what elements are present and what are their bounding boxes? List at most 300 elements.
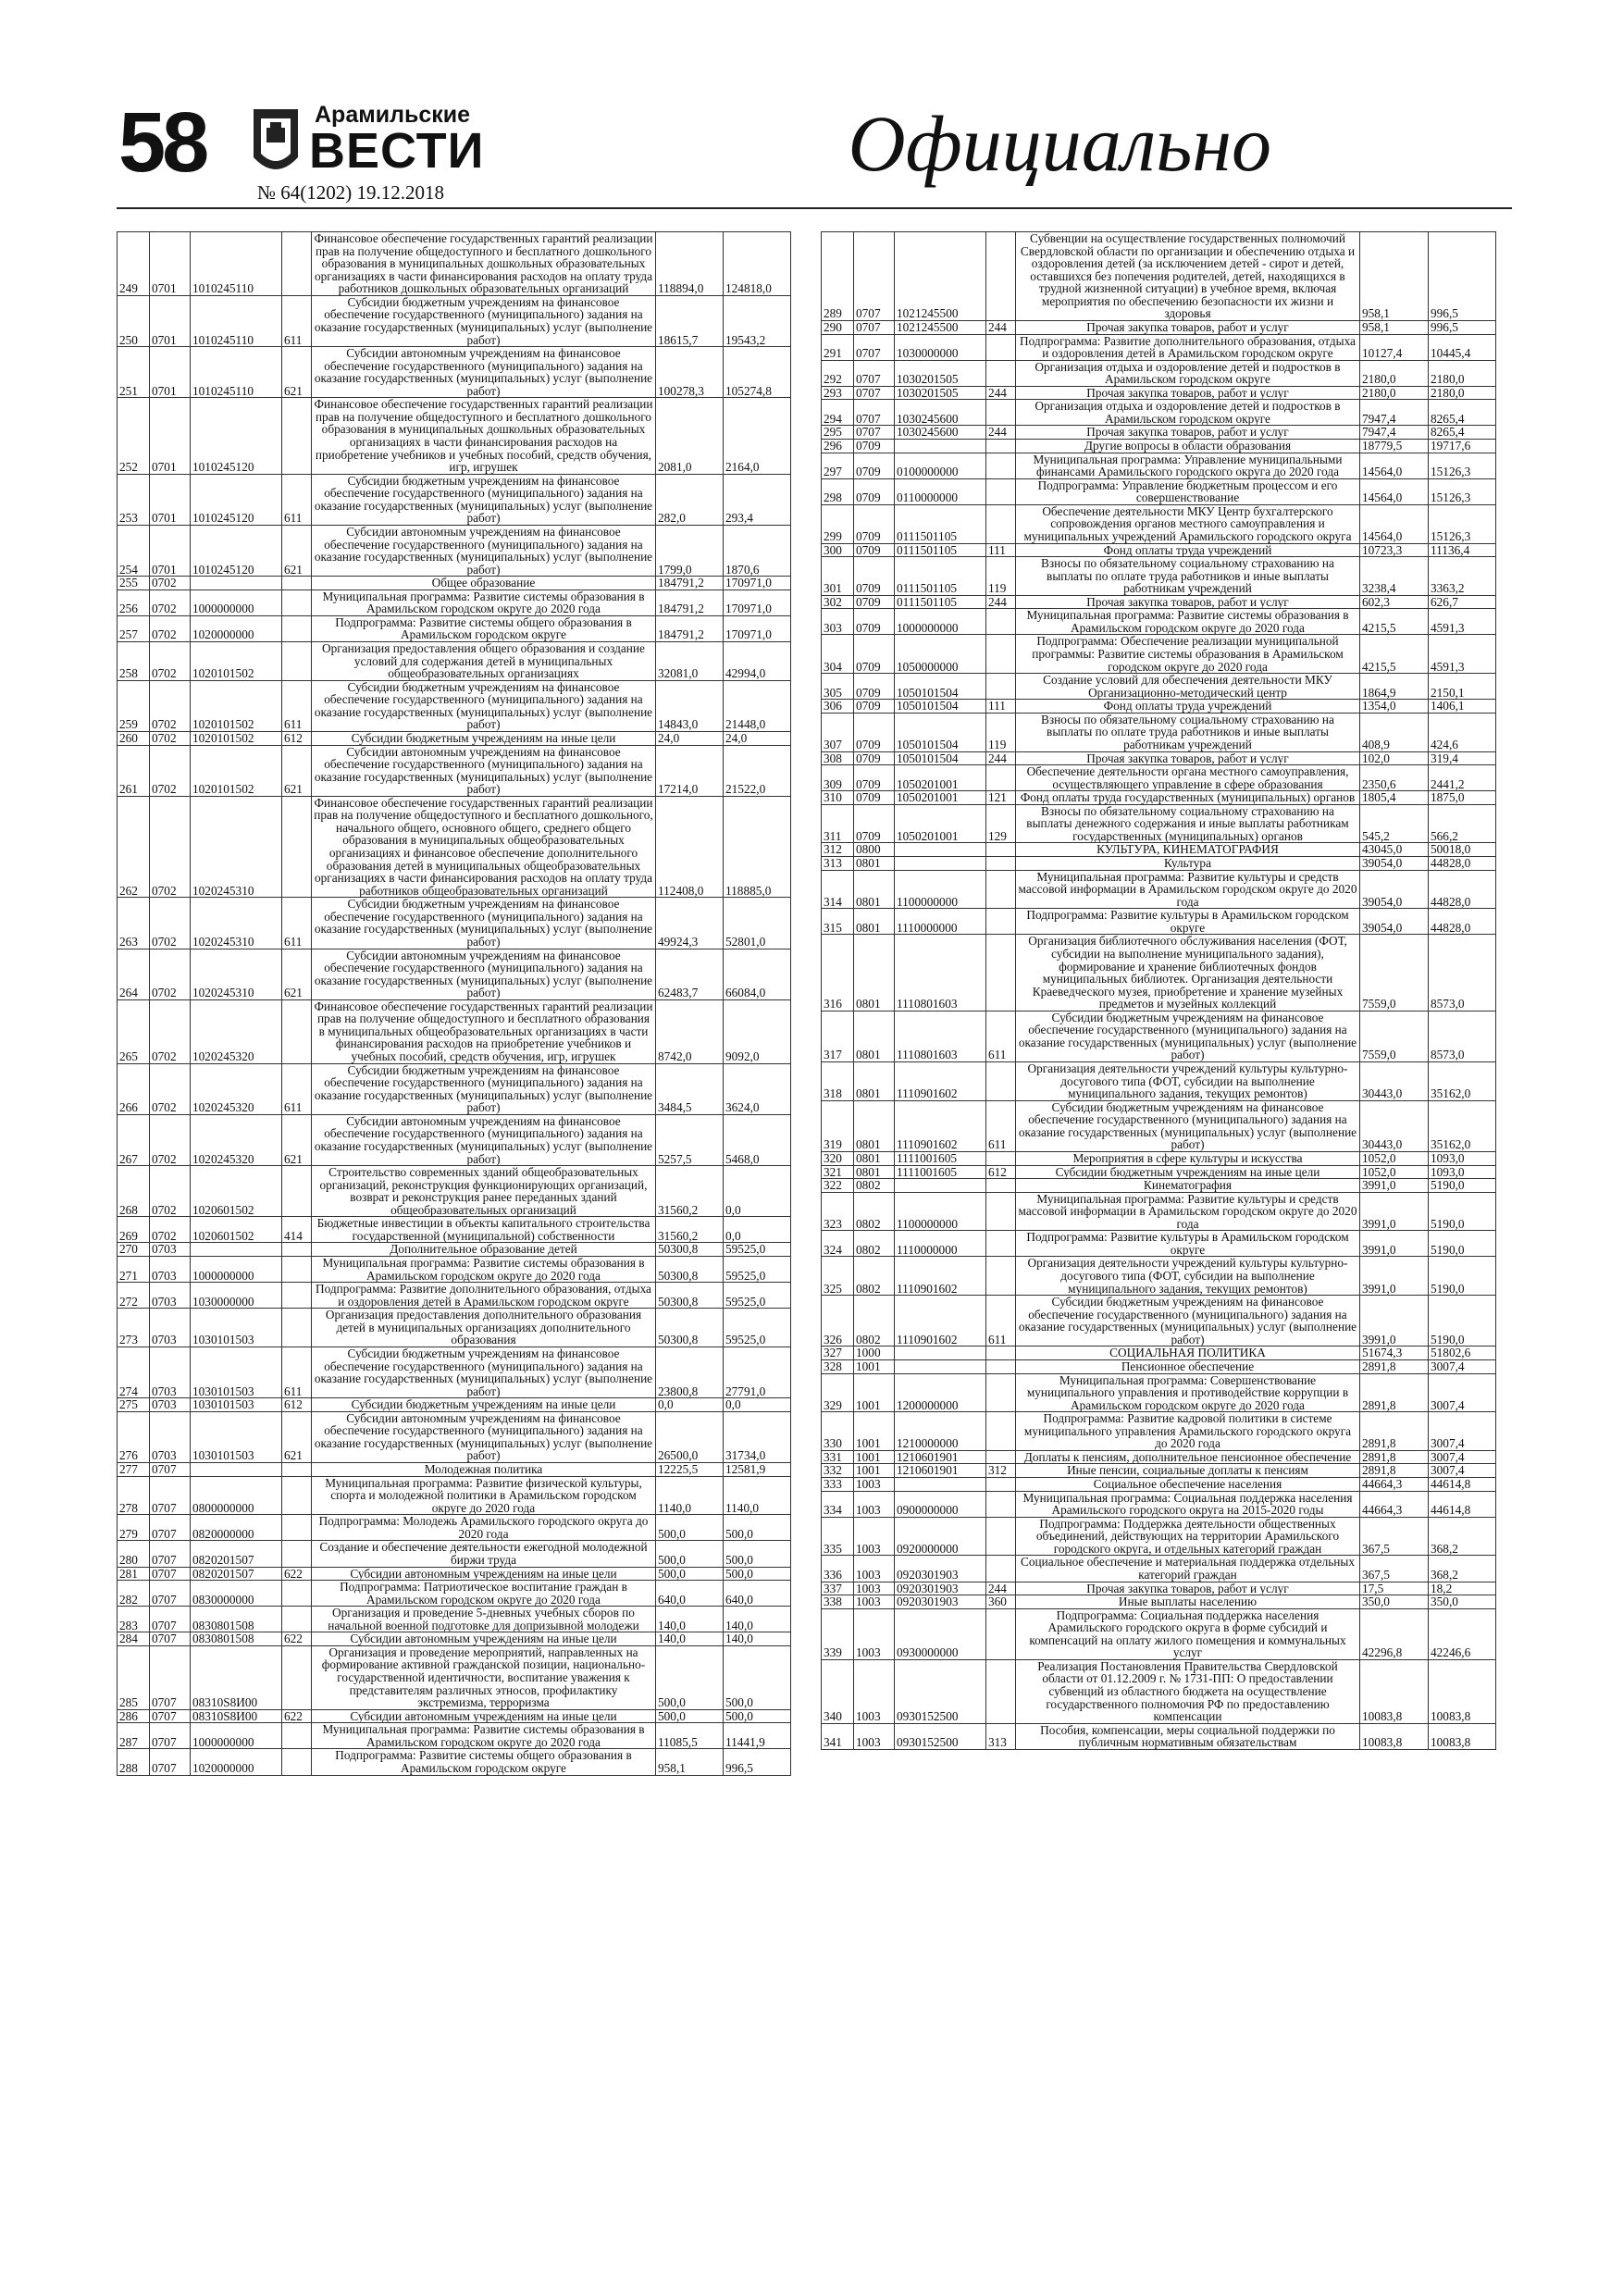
row-number: 280: [118, 1541, 150, 1567]
table-row: [822, 843, 1496, 857]
expense-type: [282, 1257, 312, 1283]
amount-2019: 10083,8: [1360, 1659, 1429, 1723]
expense-type: [282, 796, 312, 898]
section-code: 0709: [854, 751, 895, 765]
row-number: 314: [822, 870, 854, 909]
expense-type: [986, 1478, 1016, 1492]
amount-2020: 21522,0: [724, 745, 791, 796]
table-row: [822, 1151, 1496, 1165]
table-row: [822, 386, 1496, 400]
amount-2019: 23800,8: [656, 1347, 724, 1397]
target-code: 1020101502: [191, 642, 282, 681]
expense-type: 611: [282, 898, 312, 949]
item-name: Субсидии автономным учреждениям на иные цели: [312, 1567, 656, 1581]
section-code: 0707: [150, 1541, 191, 1567]
amount-2020: 170971,0: [724, 577, 791, 590]
row-number: 308: [822, 751, 854, 765]
item-name: Социальное обеспечение и материальная поддержка отдельных категорий граждан: [1016, 1556, 1360, 1582]
item-name: Подпрограмма: Развитие культуры в Арамильском городском округе: [1016, 1231, 1360, 1257]
row-number: 249: [118, 232, 150, 296]
table-row: [822, 1659, 1496, 1723]
amount-2020: 44614,8: [1429, 1491, 1496, 1517]
target-code: 1021245500: [895, 232, 986, 321]
section-code: 0709: [854, 804, 895, 843]
amount-2019: 7559,0: [1360, 1011, 1429, 1061]
expense-type: 621: [282, 525, 312, 576]
expense-type: 612: [282, 731, 312, 745]
amount-2020: 3007,4: [1429, 1464, 1496, 1478]
amount-2019: 51674,3: [1360, 1347, 1429, 1360]
section-code: 0707: [854, 360, 895, 386]
section-code: 0702: [150, 898, 191, 949]
item-name: Субсидии бюджетным учреждениям на финансовое обеспечение государственного (муниципального) задания на оказание государственных (муниципальных) услуг (выполнение работ): [312, 680, 656, 731]
amount-2019: 50300,8: [656, 1257, 724, 1283]
target-code: 1110801603: [895, 935, 986, 1011]
target-code: 0930152500: [895, 1723, 986, 1749]
amount-2019: 26500,0: [656, 1411, 724, 1462]
row-number: 337: [822, 1582, 854, 1595]
item-name: Другие вопросы в области образования: [1016, 440, 1360, 453]
item-name: Создание условий для обеспечения деятельности МКУ Организационно-методический центр: [1016, 674, 1360, 700]
expense-type: [282, 1166, 312, 1217]
amount-2019: 44664,3: [1360, 1491, 1429, 1517]
section-code: 0707: [854, 320, 895, 334]
item-name: Строительство современных зданий общеобразовательных организаций, реконструкция функционирующих организаций, возврат и реконструкция ранее переданных зданий общеобразовательных организаций: [312, 1166, 656, 1217]
amount-2020: 2441,2: [1429, 765, 1496, 791]
item-name: Кинематография: [1016, 1179, 1360, 1193]
amount-2020: 170971,0: [724, 615, 791, 641]
amount-2020: 1875,0: [1429, 791, 1496, 805]
amount-2020: 21448,0: [724, 680, 791, 731]
amount-2020: 5190,0: [1429, 1192, 1496, 1231]
amount-2020: 140,0: [724, 1607, 791, 1632]
target-code: [895, 843, 986, 857]
expense-type: [282, 1723, 312, 1749]
amount-2020: 10083,8: [1429, 1659, 1496, 1723]
target-code: [895, 1478, 986, 1492]
table-row: [822, 791, 1496, 805]
section-code: 0802: [854, 1231, 895, 1257]
amount-2019: 7947,4: [1360, 400, 1429, 426]
target-code: 1200000000: [895, 1373, 986, 1412]
amount-2020: 319,4: [1429, 751, 1496, 765]
row-number: 285: [118, 1645, 150, 1709]
amount-2019: 14564,0: [1360, 478, 1429, 504]
expense-type: [986, 935, 1016, 1011]
table-row: [118, 1309, 791, 1347]
amount-2020: 8573,0: [1429, 935, 1496, 1011]
amount-2019: 3991,0: [1360, 1192, 1429, 1231]
row-number: 320: [822, 1151, 854, 1165]
section-code: 0707: [150, 1515, 191, 1541]
expense-type: [282, 232, 312, 296]
item-name: Субсидии бюджетным учреждениям на финансовое обеспечение государственного (муниципального) задания на оказание государственных (муниципальных) услуг (выполнение работ): [312, 474, 656, 525]
item-name: Субсидии автономным учреждениям на финансовое обеспечение государственного (муниципального) задания на оказание государственных (муниципальных) услуг (выполнение работ): [312, 525, 656, 576]
table-row: [118, 1581, 791, 1607]
row-number: 297: [822, 453, 854, 478]
amount-2019: 958,1: [1360, 320, 1429, 334]
row-number: 317: [822, 1011, 854, 1061]
table-row: [118, 590, 791, 615]
expense-type: 129: [986, 804, 1016, 843]
amount-2019: 10127,4: [1360, 334, 1429, 360]
amount-2019: 118894,0: [656, 232, 724, 296]
item-name: Фонд оплаты труда государственных (муниципальных) органов: [1016, 791, 1360, 805]
item-name: Подпрограмма: Развитие системы общего образования в Арамильском городском округе: [312, 615, 656, 641]
amount-2020: 350,0: [1429, 1595, 1496, 1609]
amount-2019: 1799,0: [656, 525, 724, 576]
target-code: 1030101503: [191, 1347, 282, 1397]
item-name: Подпрограмма: Развитие системы общего образования в Арамильском городском округе: [312, 1749, 656, 1775]
expense-type: [282, 1309, 312, 1347]
amount-2020: 5468,0: [724, 1114, 791, 1165]
row-number: 313: [822, 857, 854, 871]
item-name: Организация и проведение 5-дневных учебных сборов по начальной военной подготовке для допризывной молодежи: [312, 1607, 656, 1632]
amount-2020: 2150,1: [1429, 674, 1496, 700]
section-code: 0702: [150, 1217, 191, 1243]
target-code: [895, 1347, 986, 1360]
target-code: 1050000000: [895, 635, 986, 674]
item-name: Иные выплаты населению: [1016, 1595, 1360, 1609]
target-code: 1050101504: [895, 713, 986, 751]
expense-type: [986, 1491, 1016, 1517]
table-row: [822, 1595, 1496, 1609]
row-number: 312: [822, 843, 854, 857]
target-code: 0920301903: [895, 1582, 986, 1595]
table-row: [822, 400, 1496, 426]
table-row: [822, 453, 1496, 478]
amount-2020: 2180,0: [1429, 386, 1496, 400]
amount-2019: 49924,3: [656, 898, 724, 949]
expense-type: [282, 1463, 312, 1477]
expense-type: [282, 1749, 312, 1775]
row-number: 340: [822, 1659, 854, 1723]
section-code: 1003: [854, 1723, 895, 1749]
target-code: 1100000000: [895, 870, 986, 909]
item-name: Подпрограмма: Развитие дополнительного образования, отдыха и оздоровления детей в Арамильском городском округе: [1016, 334, 1360, 360]
logo-title: ВЕСТИ: [309, 123, 485, 179]
expense-type: 312: [986, 1464, 1016, 1478]
target-code: 1010245120: [191, 474, 282, 525]
item-name: Муниципальная программа: Совершенствование муниципального управления и противодействие коррупции в Арамильском городском округе до 2020 года: [1016, 1373, 1360, 1412]
table-row: [822, 1491, 1496, 1517]
section-code: 1003: [854, 1491, 895, 1517]
amount-2019: 3991,0: [1360, 1231, 1429, 1257]
amount-2019: 2350,6: [1360, 765, 1429, 791]
target-code: 1010245120: [191, 525, 282, 576]
section-code: 0802: [854, 1296, 895, 1347]
target-code: 1050201001: [895, 765, 986, 791]
expense-type: 611: [282, 474, 312, 525]
amount-2019: 545,2: [1360, 804, 1429, 843]
amount-2020: 2180,0: [1429, 360, 1496, 386]
item-name: Организация деятельности учреждений культуры культурно-досугового типа (ФОТ, субсидии на выполнение муниципального задания, текущих ремонтов): [1016, 1062, 1360, 1101]
amount-2020: 640,0: [724, 1581, 791, 1607]
item-name: СОЦИАЛЬНАЯ ПОЛИТИКА: [1016, 1347, 1360, 1360]
amount-2019: 2891,8: [1360, 1359, 1429, 1373]
amount-2020: 11136,4: [1429, 543, 1496, 557]
table-row: [822, 1359, 1496, 1373]
item-name: Прочая закупка товаров, работ и услуг: [1016, 386, 1360, 400]
table-row: [118, 1749, 791, 1775]
section-code: 1000: [854, 1347, 895, 1360]
amount-2020: 500,0: [724, 1541, 791, 1567]
target-code: 0830000000: [191, 1581, 282, 1607]
item-name: Организация предоставления дополнительного образования детей в муниципальных организациях дополнительного образования: [312, 1309, 656, 1347]
table-row: [822, 1723, 1496, 1749]
amount-2020: 1093,0: [1429, 1165, 1496, 1179]
expense-type: [282, 1515, 312, 1541]
item-name: Субсидии автономным учреждениям на финансовое обеспечение государственного (муниципального) задания на оказание государственных (муниципальных) услуг (выполнение работ): [312, 1114, 656, 1165]
row-number: 336: [822, 1556, 854, 1582]
target-code: 0800000000: [191, 1476, 282, 1515]
row-number: 252: [118, 398, 150, 474]
item-name: Прочая закупка товаров, работ и услуг: [1016, 1582, 1360, 1595]
section-code: 1003: [854, 1595, 895, 1609]
target-code: 1210601901: [895, 1450, 986, 1464]
table-row: [118, 1476, 791, 1515]
row-number: 282: [118, 1581, 150, 1607]
expense-type: 244: [986, 751, 1016, 765]
section-code: 0707: [150, 1723, 191, 1749]
row-number: 326: [822, 1296, 854, 1347]
item-name: Прочая закупка товаров, работ и услуг: [1016, 595, 1360, 609]
row-number: 281: [118, 1567, 150, 1581]
expense-type: [986, 857, 1016, 871]
amount-2019: 184791,2: [656, 590, 724, 615]
row-number: 268: [118, 1166, 150, 1217]
section-code: 0707: [150, 1632, 191, 1646]
amount-2019: 3484,5: [656, 1063, 724, 1114]
amount-2019: 14564,0: [1360, 504, 1429, 543]
target-code: 1020245320: [191, 1063, 282, 1114]
amount-2020: 293,4: [724, 474, 791, 525]
table-row: [822, 751, 1496, 765]
table-row: [822, 440, 1496, 453]
target-code: 1050201001: [895, 804, 986, 843]
amount-2019: 140,0: [656, 1607, 724, 1632]
item-name: Мероприятия в сфере культуры и искусства: [1016, 1151, 1360, 1165]
target-code: 1000000000: [191, 590, 282, 615]
row-number: 288: [118, 1749, 150, 1775]
amount-2020: 170971,0: [724, 590, 791, 615]
amount-2019: 2891,8: [1360, 1373, 1429, 1412]
target-code: 1111001605: [895, 1151, 986, 1165]
row-number: 307: [822, 713, 854, 751]
target-code: 1020245310: [191, 898, 282, 949]
row-number: 335: [822, 1517, 854, 1556]
row-number: 289: [822, 232, 854, 321]
item-name: Субвенции на осуществление государственных полномочий Свердловской области по организации и обеспечению отдыха и оздоровления детей (за исключением детей - сирот и детей, оставшихся без попечения родителей, детей, находящихся в трудной жизненной ситуации) в учебное время, включая мероприятия по обеспечению безопасности их жизни и здоровья: [1016, 232, 1360, 321]
amount-2020: 15126,3: [1429, 504, 1496, 543]
target-code: [895, 1359, 986, 1373]
section-code: 1001: [854, 1464, 895, 1478]
expense-type: 244: [986, 320, 1016, 334]
item-name: Пособия, компенсации, меры социальной поддержки по публичным нормативным обязательствам: [1016, 1723, 1360, 1749]
target-code: 1000000000: [191, 1257, 282, 1283]
amount-2019: 10723,3: [1360, 543, 1429, 557]
amount-2020: 626,7: [1429, 595, 1496, 609]
amount-2020: 42246,6: [1429, 1608, 1496, 1659]
row-number: 271: [118, 1257, 150, 1283]
amount-2020: 0,0: [724, 1398, 791, 1412]
table-row: [118, 1347, 791, 1397]
row-number: 330: [822, 1412, 854, 1451]
table-row: [118, 1257, 791, 1283]
amount-2019: 184791,2: [656, 577, 724, 590]
item-name: Муниципальная программа: Развитие системы образования в Арамильском городском округе до 2020 года: [312, 590, 656, 615]
amount-2020: 42994,0: [724, 642, 791, 681]
section-code: 1001: [854, 1359, 895, 1373]
target-code: 0820201507: [191, 1541, 282, 1567]
amount-2019: 10083,8: [1360, 1723, 1429, 1749]
table-row: [118, 1515, 791, 1541]
table-row: [118, 949, 791, 999]
section-code: 0801: [854, 1100, 895, 1151]
table-row: [118, 1166, 791, 1217]
amount-2019: 39054,0: [1360, 857, 1429, 871]
row-number: 338: [822, 1595, 854, 1609]
section-code: 0703: [150, 1243, 191, 1257]
table-row: [822, 635, 1496, 674]
target-code: 1020000000: [191, 1749, 282, 1775]
amount-2019: 7559,0: [1360, 935, 1429, 1011]
expense-type: [986, 478, 1016, 504]
section-code: 0702: [150, 731, 191, 745]
row-number: 339: [822, 1608, 854, 1659]
table-row: [822, 1450, 1496, 1464]
section-code: 0702: [150, 796, 191, 898]
section-code: 0702: [150, 949, 191, 999]
item-name: Муниципальная программа: Развитие культуры и средств массовой информации в Арамильском городском округе до 2020 года: [1016, 870, 1360, 909]
table-row: [118, 898, 791, 949]
amount-2019: 1354,0: [1360, 700, 1429, 714]
amount-2020: 44828,0: [1429, 870, 1496, 909]
target-code: 1210601901: [895, 1464, 986, 1478]
section-code: 0801: [854, 935, 895, 1011]
amount-2019: 8742,0: [656, 999, 724, 1063]
expense-type: 622: [282, 1709, 312, 1723]
amount-2020: 8573,0: [1429, 1011, 1496, 1061]
amount-2019: 1052,0: [1360, 1151, 1429, 1165]
amount-2019: 17,5: [1360, 1582, 1429, 1595]
amount-2019: 12225,5: [656, 1463, 724, 1477]
table-row: [118, 1063, 791, 1114]
amount-2020: 35162,0: [1429, 1100, 1496, 1151]
table-row: [118, 1217, 791, 1243]
amount-2019: 2180,0: [1360, 360, 1429, 386]
row-number: 287: [118, 1723, 150, 1749]
expense-type: [282, 999, 312, 1063]
amount-2019: 500,0: [656, 1541, 724, 1567]
row-number: 253: [118, 474, 150, 525]
target-code: 1020101502: [191, 680, 282, 731]
item-name: Организация деятельности учреждений культуры культурно-досугового типа (ФОТ, субсидии на выполнение муниципального задания, текущих ремонтов): [1016, 1257, 1360, 1296]
table-row: [822, 543, 1496, 557]
target-code: 1050101504: [895, 751, 986, 765]
section-code: 0709: [854, 635, 895, 674]
target-code: 1020601502: [191, 1217, 282, 1243]
target-code: 1020000000: [191, 615, 282, 641]
target-code: 1021245500: [895, 320, 986, 334]
row-number: 334: [822, 1491, 854, 1517]
amount-2020: 15126,3: [1429, 478, 1496, 504]
table-row: [822, 804, 1496, 843]
target-code: 0920301903: [895, 1595, 986, 1609]
target-code: 1110901602: [895, 1100, 986, 1151]
expense-type: 611: [282, 680, 312, 731]
section-code: 0709: [854, 557, 895, 596]
amount-2019: 11085,5: [656, 1723, 724, 1749]
section-code: 0709: [854, 713, 895, 751]
expense-type: 111: [986, 543, 1016, 557]
amount-2019: 50300,8: [656, 1243, 724, 1257]
target-code: 1020245320: [191, 999, 282, 1063]
expense-type: 611: [282, 295, 312, 346]
expense-type: [282, 1283, 312, 1309]
expense-type: 414: [282, 1217, 312, 1243]
item-name: Иные пенсии, социальные доплаты к пенсиям: [1016, 1464, 1360, 1478]
section-code: 0703: [150, 1257, 191, 1283]
item-name: Создание и обеспечение деятельности ежегодной молодежной биржи труда: [312, 1541, 656, 1567]
section-code: 0709: [854, 609, 895, 635]
target-code: 0110000000: [895, 478, 986, 504]
target-code: 0100000000: [895, 453, 986, 478]
section-code: 0707: [150, 1567, 191, 1581]
amount-2020: 19543,2: [724, 295, 791, 346]
target-code: [895, 857, 986, 871]
row-number: 332: [822, 1464, 854, 1478]
row-number: 295: [822, 426, 854, 440]
amount-2019: 17214,0: [656, 745, 724, 796]
table-row: [822, 935, 1496, 1011]
target-code: 1020245320: [191, 1114, 282, 1165]
target-code: 1110801603: [895, 1011, 986, 1061]
expense-type: [282, 1541, 312, 1567]
table-row: [118, 999, 791, 1063]
table-row: [118, 1411, 791, 1462]
table-row: [118, 680, 791, 731]
item-name: Финансовое обеспечение государственных гарантий реализации прав на получение общедоступного и бесплатного дошкольного образования в муниципальных дошкольных образовательных организациях в части финансирования расходов на приобретение учебников и учебных пособий, средств обучения, игр, игрушек: [312, 398, 656, 474]
section-code: 0709: [854, 674, 895, 700]
table-row: [118, 615, 791, 641]
amount-2020: 3007,4: [1429, 1359, 1496, 1373]
target-code: 1030101503: [191, 1398, 282, 1412]
amount-2020: 3007,4: [1429, 1412, 1496, 1451]
expense-type: [986, 1179, 1016, 1193]
page-number: 58: [118, 95, 206, 190]
section-code: 0702: [150, 999, 191, 1063]
expense-type: 611: [282, 1063, 312, 1114]
table-row: [822, 713, 1496, 751]
expense-type: [986, 360, 1016, 386]
section-code: 0802: [854, 1192, 895, 1231]
expense-type: 611: [986, 1011, 1016, 1061]
target-code: 08310S8И00: [191, 1709, 282, 1723]
table-row: [822, 1011, 1496, 1061]
row-number: 251: [118, 347, 150, 398]
expense-type: 621: [282, 1411, 312, 1462]
expense-type: [986, 609, 1016, 635]
expense-type: [986, 1517, 1016, 1556]
table-row: [822, 426, 1496, 440]
expense-type: [986, 334, 1016, 360]
table-row: [118, 1243, 791, 1257]
amount-2020: 59525,0: [724, 1243, 791, 1257]
item-name: Субсидии бюджетным учреждениям на иные цели: [312, 1398, 656, 1412]
expense-type: 621: [282, 745, 312, 796]
amount-2020: 500,0: [724, 1515, 791, 1541]
